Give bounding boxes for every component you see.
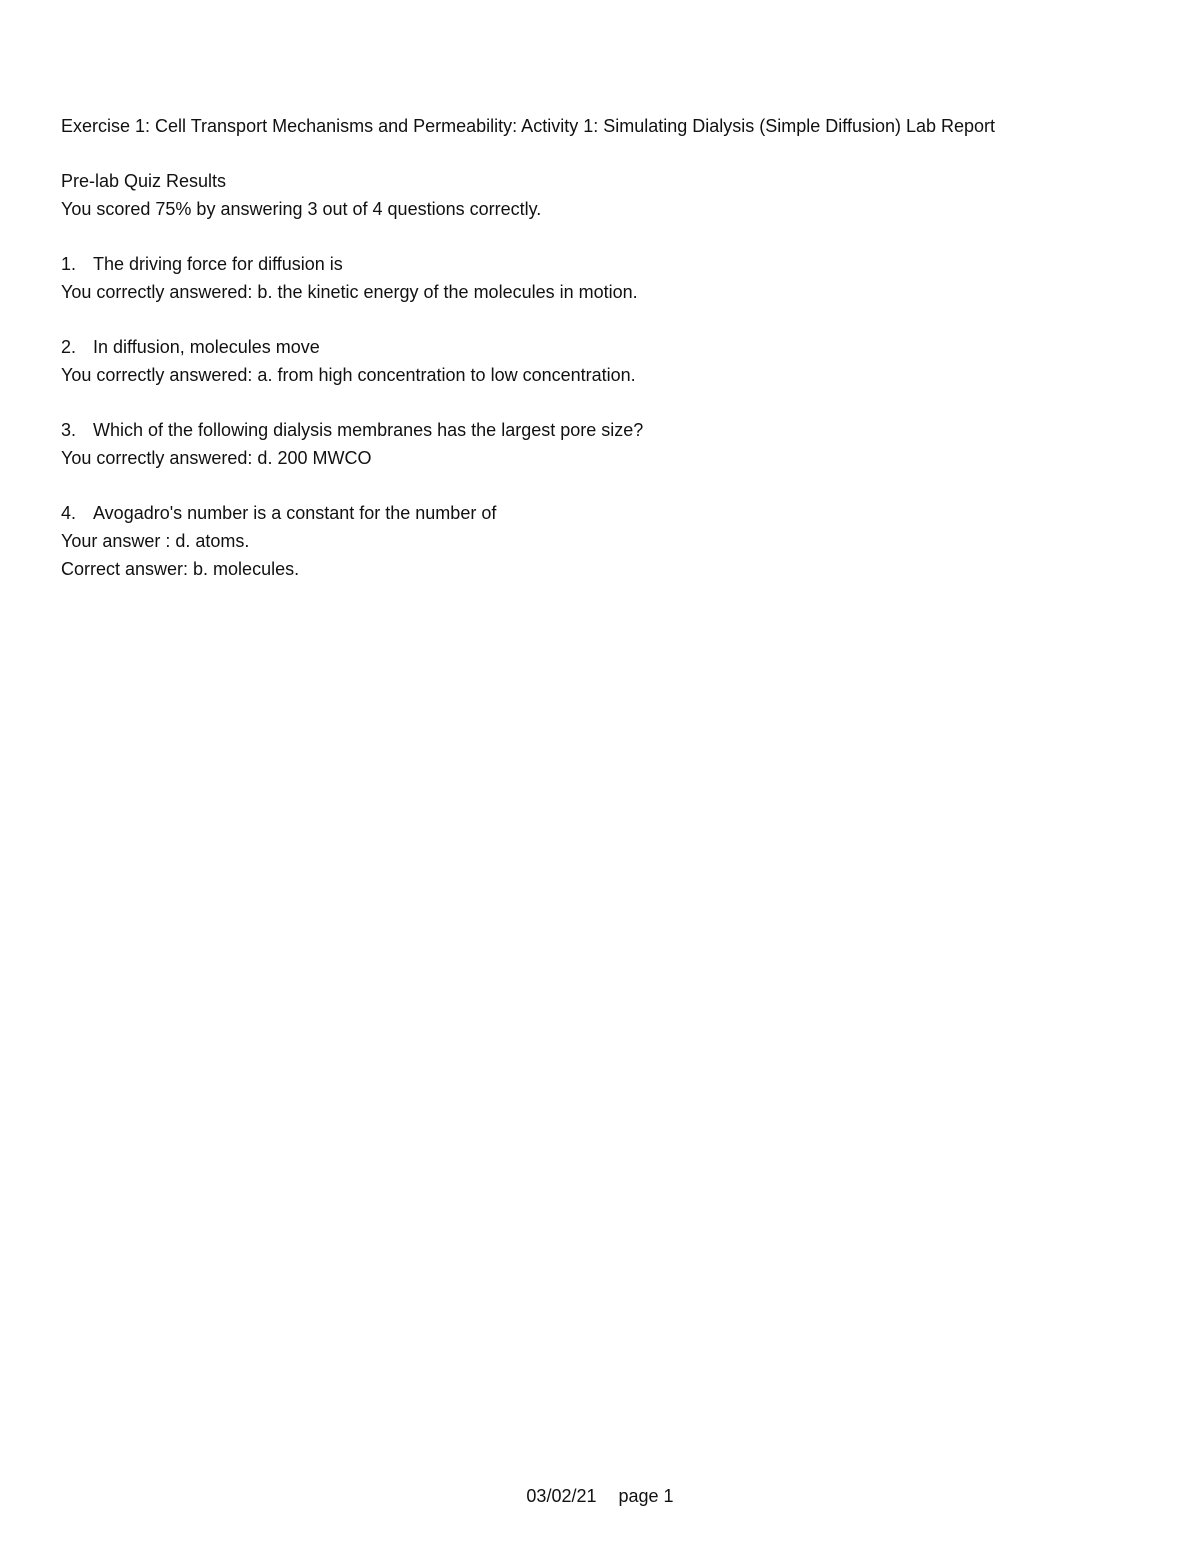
question-number: 4. — [61, 503, 77, 523]
correct-answer: Correct answer: b. molecules. — [61, 559, 300, 579]
question-item — [61, 499, 1161, 583]
your-answer: Your answer : d. atoms. — [61, 531, 250, 551]
question-number: 1. — [61, 254, 77, 274]
question-text-line — [61, 333, 1161, 361]
question-text: The driving force for diffusion is — [93, 254, 343, 274]
document-body — [61, 112, 1161, 610]
question-item — [61, 416, 1161, 472]
question-answer: You correctly answered: b. the kinetic energy of the molecules in motion. — [61, 282, 638, 302]
document-title: Exercise 1: Cell Transport Mechanisms and Permeability: Activity 1: Simulating Dialysis (Simple Diffusion) Lab Report — [61, 116, 996, 136]
footer-date: 03/02/21 — [526, 1486, 597, 1506]
question-answer: You correctly answered: a. from high concentration to low concentration. — [61, 365, 636, 385]
question-item — [61, 333, 1161, 389]
page-footer — [0, 1482, 1200, 1510]
question-text-line — [61, 416, 1161, 444]
question-number: 2. — [61, 337, 77, 357]
question-text-line — [61, 499, 1161, 527]
question-answer: You correctly answered: d. 200 MWCO — [61, 448, 372, 468]
question-text: Avogadro's number is a constant for the number of — [93, 503, 497, 523]
question-item — [61, 250, 1161, 306]
question-text-line — [61, 250, 1161, 278]
question-text: Which of the following dialysis membranes has the largest pore size? — [93, 420, 644, 440]
question-number: 3. — [61, 420, 77, 440]
quiz-summary — [61, 167, 1161, 223]
page-number: page 1 — [618, 1486, 674, 1506]
quiz-score: You scored 75% by answering 3 out of 4 questions correctly. — [61, 199, 542, 219]
question-text: In diffusion, molecules move — [93, 337, 320, 357]
quiz-heading: Pre-lab Quiz Results — [61, 171, 227, 191]
